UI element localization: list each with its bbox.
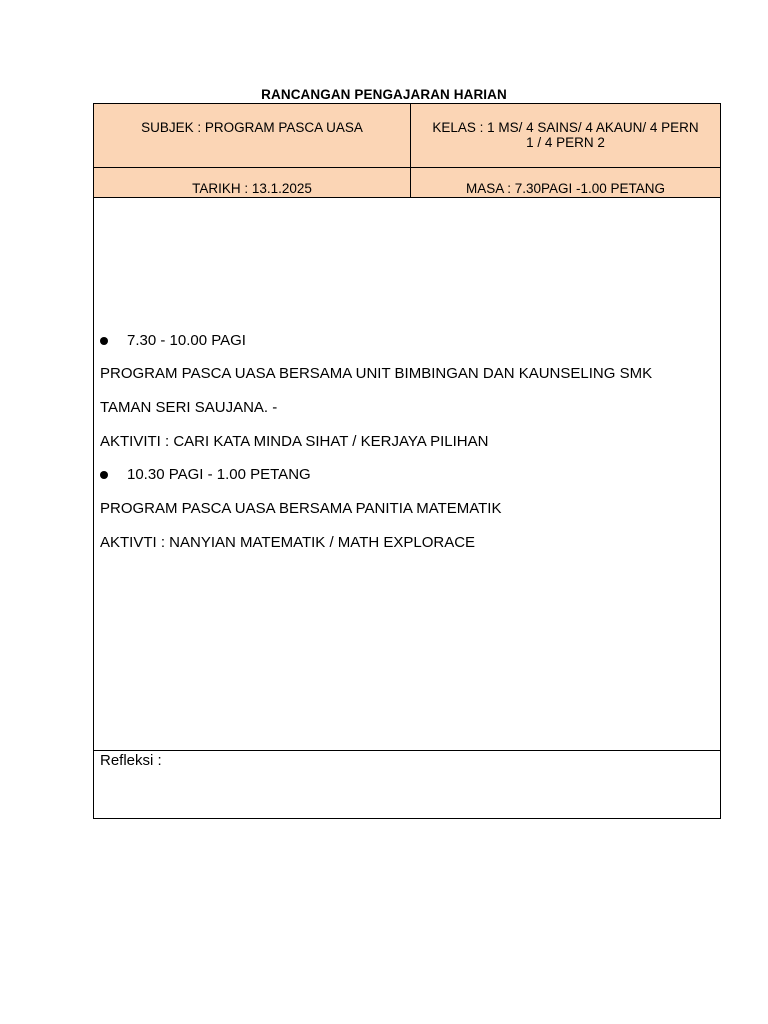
subject-cell	[94, 104, 411, 167]
session-1-program-line2: TAMAN SERI SAUJANA. -	[100, 399, 278, 416]
subject-text: SUBJEK : PROGRAM PASCA UASA	[141, 120, 363, 135]
date-text: TARIKH : 13.1.2025	[192, 181, 312, 196]
session-2-time	[100, 466, 311, 483]
session-1-activity: AKTIVITI : CARI KATA MINDA SIHAT / KERJAYA PILIHAN	[100, 433, 489, 450]
document-title: RANCANGAN PENGAJARAN HARIAN	[261, 87, 507, 102]
lesson-plan-table	[93, 103, 721, 819]
class-text-line2: 1 / 4 PERN 2	[526, 135, 605, 150]
reflection-cell	[94, 751, 720, 818]
date-cell	[94, 168, 411, 197]
class-text-line1: KELAS : 1 MS/ 4 SAINS/ 4 AKAUN/ 4 PERN	[432, 120, 699, 135]
session-2-time-text: 10.30 PAGI - 1.00 PETANG	[127, 466, 311, 483]
session-2-activity: AKTIVTI : NANYIAN MATEMATIK / MATH EXPLORACE	[100, 534, 476, 551]
class-cell	[411, 104, 720, 167]
bullet-icon	[100, 337, 108, 345]
session-1-time	[100, 332, 246, 349]
time-cell	[411, 168, 720, 197]
lesson-content-cell	[94, 198, 720, 751]
session-1-program-line1: PROGRAM PASCA UASA BERSAMA UNIT BIMBINGAN DAN KAUNSELING SMK	[100, 365, 653, 382]
header-row-date-time	[94, 168, 720, 198]
session-1-time-text: 7.30 - 10.00 PAGI	[127, 332, 246, 349]
time-text: MASA : 7.30PAGI -1.00 PETANG	[465, 181, 666, 196]
header-row-subject-class	[94, 104, 720, 168]
reflection-label: Refleksi :	[100, 752, 162, 769]
session-2-program-line1: PROGRAM PASCA UASA BERSAMA PANITIA MATEMATIK	[100, 500, 502, 517]
bullet-icon	[100, 471, 108, 479]
